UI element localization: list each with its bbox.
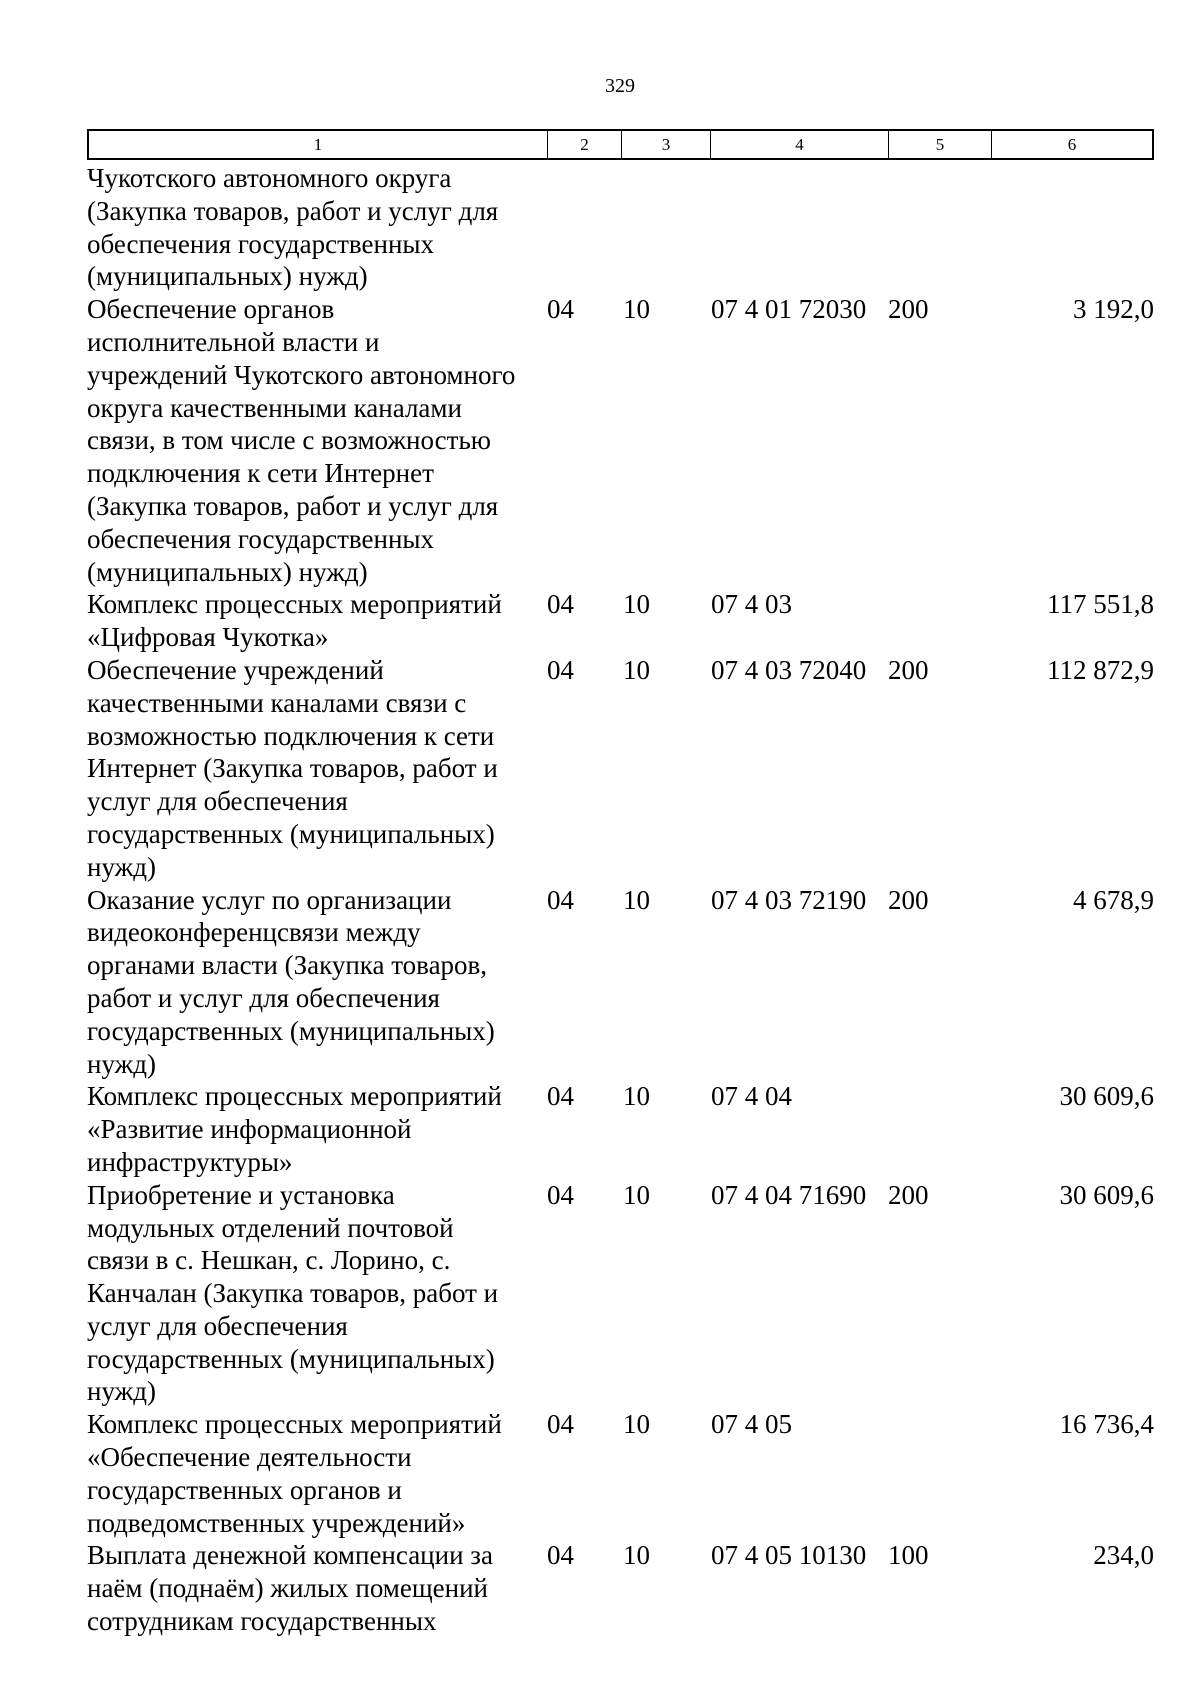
row-target-article: 07 4 03 72190 bbox=[711, 884, 867, 915]
row-section: 04 bbox=[547, 884, 574, 915]
row-name: Комплекс процессных мероприятий «Обеспечение деятельности государственных органов и подведомственных учреждений» bbox=[87, 1409, 502, 1538]
row-amount: 30 609,6 bbox=[1059, 1179, 1154, 1210]
table-header-row bbox=[87, 129, 1154, 160]
row-target-article: 07 4 01 72030 bbox=[711, 294, 867, 325]
row-section: 04 bbox=[547, 294, 574, 325]
table-row bbox=[87, 293, 1154, 588]
row-amount: 30 609,6 bbox=[1059, 1081, 1154, 1112]
row-section: 04 bbox=[547, 1540, 574, 1571]
row-name: Выплата денежной компенсации за наём (поднаём) жилых помещений сотрудникам государственных bbox=[87, 1540, 493, 1637]
row-subsection: 10 bbox=[623, 884, 650, 915]
row-subsection: 10 bbox=[623, 1081, 650, 1112]
row-name: Комплекс процессных мероприятий «Цифровая Чукотка» bbox=[87, 589, 502, 653]
row-name: Обеспечение органов исполнительной власти и учреждений Чукотского автономного округа качественными каналами связи, в том числе с возможностью подключения к сети Интернет (Закупка товаров, работ и услуг для обеспечения государственных (муниципальных) нужд) bbox=[87, 294, 516, 587]
table-body bbox=[87, 162, 1154, 1638]
row-subsection: 10 bbox=[623, 589, 650, 620]
table-row bbox=[87, 654, 1154, 884]
row-subsection: 10 bbox=[623, 1179, 650, 1210]
row-amount: 117 551,8 bbox=[1047, 589, 1154, 620]
row-subsection: 10 bbox=[623, 294, 650, 325]
header-cell-5: 5 bbox=[889, 131, 992, 158]
row-amount: 112 872,9 bbox=[1047, 654, 1154, 685]
row-target-article: 07 4 03 72040 bbox=[711, 654, 867, 685]
row-expense-type: 200 bbox=[888, 654, 929, 685]
row-name: Обеспечение учреждений качественными каналами связи с возможностью подключения к сети Интернет (Закупка товаров, работ и услуг для обеспечения государственных (муниципальных) нужд) bbox=[87, 654, 498, 882]
table-row bbox=[87, 1408, 1154, 1539]
row-name: Чукотского автономного округа (Закупка товаров, работ и услуг для обеспечения государственных (муниципальных) нужд) bbox=[87, 163, 499, 292]
row-amount: 234,0 bbox=[1093, 1540, 1154, 1571]
row-section: 04 bbox=[547, 1081, 574, 1112]
page-number: 329 bbox=[605, 75, 635, 97]
row-expense-type: 100 bbox=[888, 1540, 929, 1571]
row-name: Комплекс процессных мероприятий «Развитие информационной инфраструктуры» bbox=[87, 1081, 502, 1177]
row-target-article: 07 4 04 bbox=[711, 1081, 792, 1112]
row-amount: 16 736,4 bbox=[1059, 1409, 1154, 1440]
row-expense-type: 200 bbox=[888, 884, 929, 915]
row-target-article: 07 4 04 71690 bbox=[711, 1179, 867, 1210]
row-expense-type: 200 bbox=[888, 1179, 929, 1210]
row-section: 04 bbox=[547, 1409, 574, 1440]
row-target-article: 07 4 05 bbox=[711, 1409, 792, 1440]
row-amount: 4 678,9 bbox=[1073, 884, 1154, 915]
header-cell-4: 4 bbox=[711, 131, 889, 158]
row-amount: 3 192,0 bbox=[1073, 294, 1154, 325]
row-target-article: 07 4 03 bbox=[711, 589, 792, 620]
row-name: Приобретение и установка модульных отделений почтовой связи в с. Нешкан, с. Лорино, с. Канчалан (Закупка товаров, работ и услуг для обеспечения государственных (муниципальных) нужд) bbox=[87, 1179, 499, 1407]
header-cell-2: 2 bbox=[548, 131, 622, 158]
row-subsection: 10 bbox=[623, 1540, 650, 1571]
table-row bbox=[87, 588, 1154, 654]
row-target-article: 07 4 05 10130 bbox=[711, 1540, 867, 1571]
row-subsection: 10 bbox=[623, 654, 650, 685]
header-cell-6: 6 bbox=[1067, 135, 1077, 154]
row-subsection: 10 bbox=[623, 1409, 650, 1440]
row-section: 04 bbox=[547, 1179, 574, 1210]
table-row bbox=[87, 1539, 1154, 1637]
row-section: 04 bbox=[547, 589, 574, 620]
table-row bbox=[87, 1179, 1154, 1409]
row-name: Оказание услуг по организации видеоконференцсвязи между органами власти (Закупка товаров, работ и услуг для обеспечения государственных (муниципальных) нужд) bbox=[87, 884, 495, 1079]
header-cell-1: 1 bbox=[89, 131, 548, 158]
table-row bbox=[87, 884, 1154, 1081]
row-expense-type: 200 bbox=[888, 294, 929, 325]
table-row bbox=[87, 1080, 1154, 1178]
row-section: 04 bbox=[547, 654, 574, 685]
table-row bbox=[87, 162, 1154, 293]
header-cell-3: 3 bbox=[622, 131, 711, 158]
